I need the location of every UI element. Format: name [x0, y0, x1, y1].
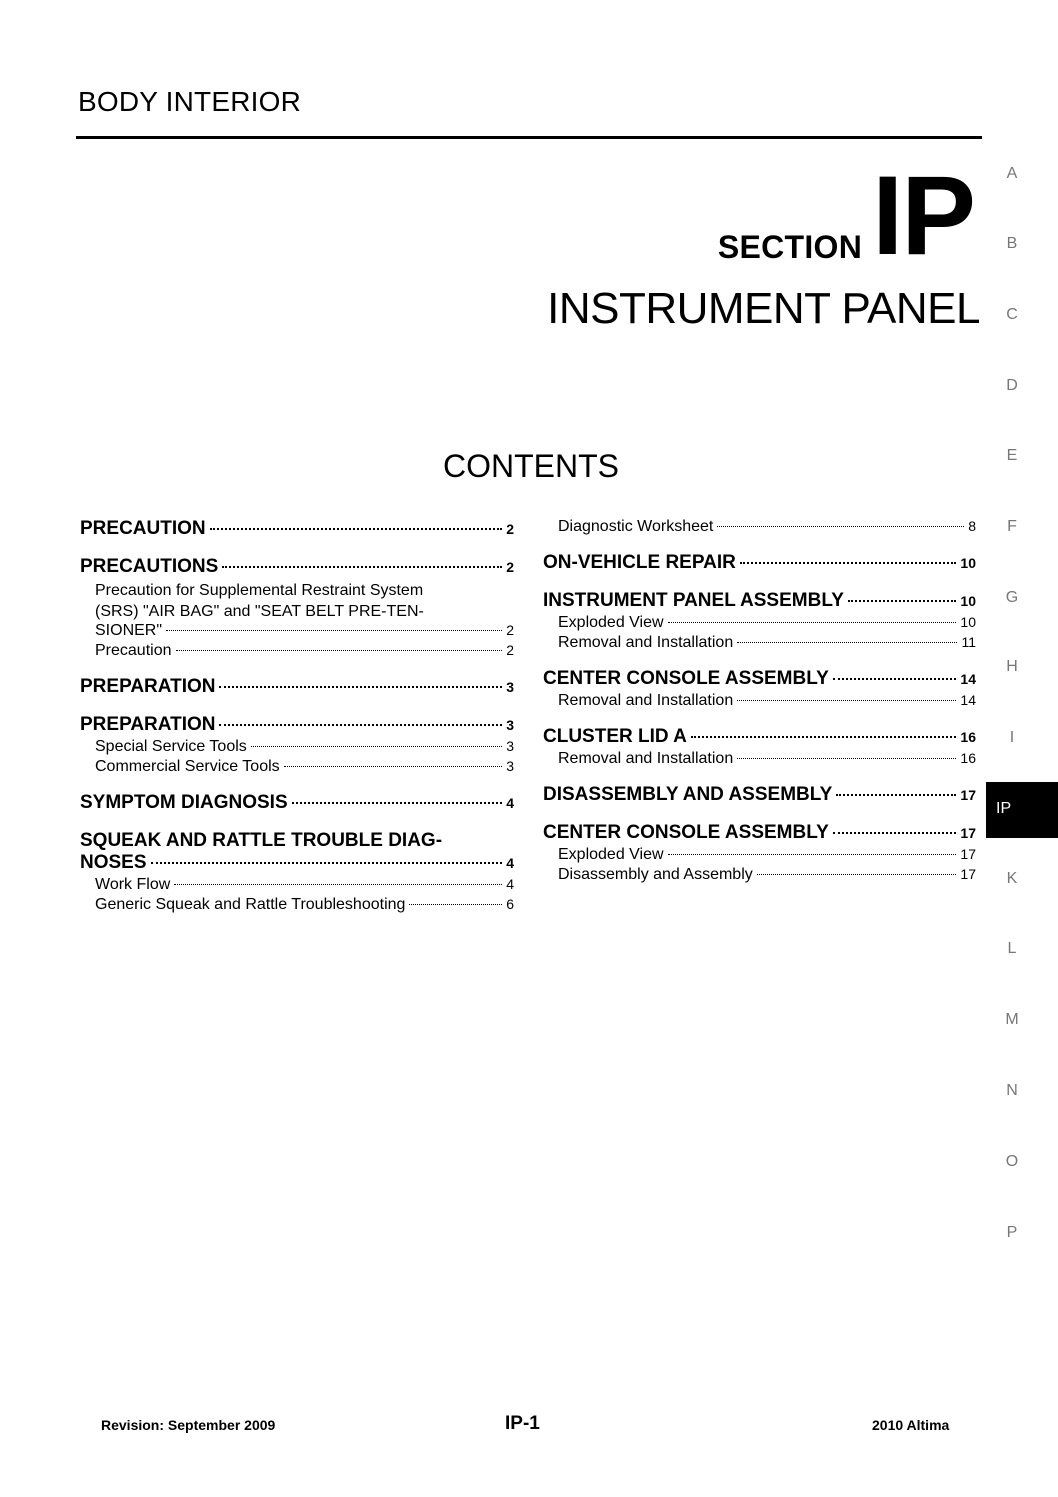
toc-right-column: [543, 518, 976, 884]
toc-entry-precaution-sub[interactable]: Precaution 2: [95, 642, 514, 659]
footer-revision: Revision: September 2009: [101, 1417, 276, 1433]
side-tab-ip-label: IP: [996, 800, 1012, 817]
toc-entry-squeak-line2[interactable]: NOSES 4: [80, 852, 514, 873]
side-tab-l[interactable]: L: [1007, 940, 1017, 957]
side-tab-d[interactable]: D: [1006, 377, 1018, 394]
toc-entry-disassembly-and-assembly[interactable]: DISASSEMBLY AND ASSEMBLY 17: [543, 784, 976, 805]
section-name: INSTRUMENT PANEL: [547, 284, 980, 333]
toc-entry-symptom-diagnosis[interactable]: SYMPTOM DIAGNOSIS 4: [80, 792, 514, 813]
toc-entry-srs-line2[interactable]: (SRS) "AIR BAG" and "SEAT BELT PRE-TEN-: [95, 603, 424, 620]
toc-entry-srs-line1[interactable]: Precaution for Supplemental Restraint System: [95, 582, 424, 599]
side-tab-h[interactable]: H: [1006, 658, 1018, 675]
header-rule: [76, 136, 982, 139]
side-tab-n[interactable]: N: [1006, 1082, 1018, 1099]
toc-entry-center-console-1[interactable]: CENTER CONSOLE ASSEMBLY 14: [543, 668, 976, 689]
toc-entry-preparation-1[interactable]: PREPARATION 3: [80, 676, 514, 697]
side-tab-b[interactable]: B: [1006, 235, 1018, 252]
toc-left-column: [80, 518, 514, 914]
section-code: IP: [872, 153, 974, 278]
toc-entry-special-tools[interactable]: Special Service Tools 3: [95, 738, 514, 755]
toc-entry-removal-1[interactable]: Removal and Installation 11: [558, 634, 976, 651]
toc-entry-precautions[interactable]: PRECAUTIONS 2: [80, 556, 514, 577]
side-tab-f[interactable]: F: [1007, 518, 1017, 535]
toc-entry-exploded-view-1[interactable]: Exploded View 10: [558, 614, 976, 631]
toc-entry-disassembly-sub[interactable]: Disassembly and Assembly 17: [558, 866, 976, 883]
footer-page-id: IP-1: [505, 1413, 540, 1434]
side-tab-i[interactable]: I: [1009, 729, 1015, 746]
toc-entry-preparation-2[interactable]: PREPARATION 3: [80, 714, 514, 735]
side-tab-a[interactable]: A: [1006, 165, 1018, 182]
toc-entry-precaution[interactable]: PRECAUTION 2: [80, 518, 514, 539]
header-category: BODY INTERIOR: [78, 86, 302, 117]
side-tab-ip-active[interactable]: [986, 782, 1058, 838]
section-word: SECTION: [717, 229, 863, 265]
toc-entry-center-console-2[interactable]: CENTER CONSOLE ASSEMBLY 17: [543, 822, 976, 843]
section-heading: [717, 153, 974, 278]
side-tab-o[interactable]: O: [1005, 1153, 1019, 1170]
toc-entry-removal-3[interactable]: Removal and Installation 16: [558, 750, 976, 767]
toc-entry-generic-squeak[interactable]: Generic Squeak and Rattle Troubleshooting 6: [95, 896, 514, 913]
footer-model: 2010 Altima: [872, 1417, 950, 1433]
side-tab-g[interactable]: G: [1005, 589, 1019, 606]
toc-entry-cluster-lid-a[interactable]: CLUSTER LID A 16: [543, 726, 976, 747]
contents-title: CONTENTS: [443, 448, 619, 484]
toc-entry-squeak-line1[interactable]: SQUEAK AND RATTLE TROUBLE DIAG-: [80, 830, 443, 851]
toc-entry-diagnostic-worksheet[interactable]: Diagnostic Worksheet 8: [558, 518, 976, 535]
side-tab-k[interactable]: K: [1006, 870, 1018, 887]
toc-entry-work-flow[interactable]: Work Flow 4: [95, 876, 514, 893]
side-tab-p[interactable]: P: [1006, 1224, 1018, 1241]
side-tab-e[interactable]: E: [1006, 447, 1018, 464]
toc-entry-removal-2[interactable]: Removal and Installation 14: [558, 692, 976, 709]
toc-entry-srs-line3[interactable]: SIONER" 2: [95, 622, 514, 639]
toc-entry-commercial-tools[interactable]: Commercial Service Tools 3: [95, 758, 514, 775]
side-tab-c[interactable]: C: [1006, 306, 1018, 323]
toc-entry-on-vehicle-repair[interactable]: ON-VEHICLE REPAIR 10: [543, 552, 976, 573]
side-tab-m[interactable]: M: [1005, 1011, 1019, 1028]
toc-entry-instrument-panel-assembly[interactable]: INSTRUMENT PANEL ASSEMBLY 10: [543, 590, 976, 611]
toc-entry-exploded-view-2[interactable]: Exploded View 17: [558, 846, 976, 863]
